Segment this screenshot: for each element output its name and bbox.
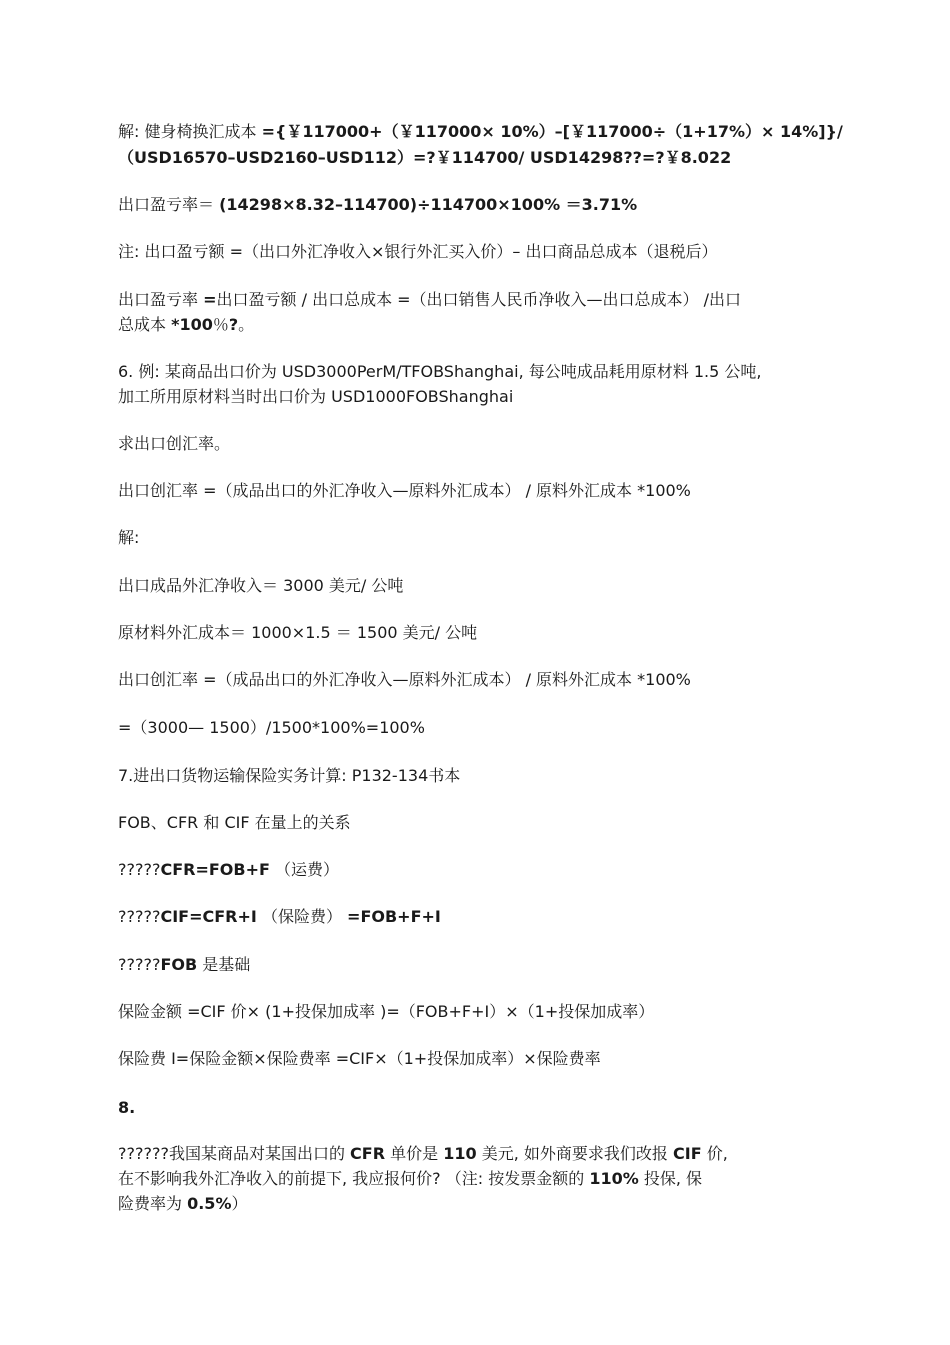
text-segment: 在不影响我外汇净收入的前提下, 我应报何价? （注: 按发票金额的 <box>118 1169 590 1188</box>
text-segment: 出口盈亏率 <box>118 290 204 309</box>
text-line <box>118 1047 838 1070</box>
text-line <box>118 1142 838 1165</box>
text-segment: 美元, 如外商要求我们改报 <box>476 1144 673 1163</box>
text-segment: 。 <box>238 315 255 334</box>
text-segment: 出口盈亏率＝ <box>118 195 220 214</box>
text-segment: 解: 健身椅换汇成本 <box>118 122 262 141</box>
bold-text-segment: 0.5% <box>187 1194 232 1213</box>
bold-text-segment: CIF=CFR+I <box>160 907 257 926</box>
text-line <box>118 905 838 928</box>
bold-text-segment: FOB <box>160 955 198 974</box>
text-segment: ????? <box>118 860 161 879</box>
text-line <box>118 193 838 216</box>
text-segment: 总成本 <box>118 315 172 334</box>
text-segment: 注: 出口盈亏额 =（出口外汇净收入×银行外汇买入价）– 出口商品总成本（退税后） <box>118 242 718 261</box>
text-line <box>118 146 838 169</box>
text-segment: 出口成品外汇净收入＝ 3000 美元/ 公吨 <box>118 576 404 595</box>
text-segment: ??????我国某商品对某国出口的 <box>118 1144 351 1163</box>
text-line <box>118 574 838 597</box>
bold-text-segment: 110 <box>443 1144 477 1163</box>
text-line <box>118 1167 838 1190</box>
bold-text-segment: 110% <box>589 1169 639 1188</box>
bold-text-segment: = <box>203 290 217 309</box>
text-line <box>118 288 838 311</box>
text-segment: =（3000— 1500）/1500*100%=100% <box>118 718 425 737</box>
text-line <box>118 360 838 383</box>
text-line <box>118 479 838 502</box>
text-segment: 是基础 <box>197 955 251 974</box>
text-segment: ％ <box>212 315 229 334</box>
bold-text-segment: CFR=FOB+F <box>160 860 270 879</box>
text-segment: 解: <box>118 528 140 547</box>
text-line <box>118 1096 838 1119</box>
text-segment: 6. 例: 某商品出口价为 USD3000PerM/TFOBShanghai, 每公吨成品耗用原材料 1.5 公吨, <box>118 362 762 381</box>
text-segment: 价, <box>701 1144 728 1163</box>
bold-text-segment: （USD16570–USD2160–USD112）=?￥114700/ USD14298??=?￥8.022 <box>118 148 732 167</box>
text-segment: 投保, 保 <box>638 1169 703 1188</box>
text-line <box>118 1192 838 1215</box>
bold-text-segment: 8. <box>118 1098 136 1117</box>
text-segment: 7.进出口货物运输保险实务计算: P132-134书本 <box>118 766 461 785</box>
text-segment: 原材料外汇成本＝ 1000×1.5 ＝ 1500 美元/ 公吨 <box>118 623 478 642</box>
text-segment: 单价是 <box>385 1144 444 1163</box>
text-segment: 保险金额 =CIF 价× (1+投保加成率 )=（FOB+F+I）×（1+投保加成率） <box>118 1002 655 1021</box>
text-segment: ????? <box>118 955 161 974</box>
text-line <box>118 385 838 408</box>
text-line <box>118 432 838 455</box>
text-segment: 加工所用原材料当时出口价为 USD1000FOBShanghai <box>118 387 514 406</box>
text-segment: 出口盈亏额 / 出口总成本 =（出口销售人民币净收入—出口总成本） /出口 <box>216 290 742 309</box>
bold-text-segment: *100 <box>171 315 213 334</box>
bold-text-segment: CIF <box>673 1144 702 1163</box>
text-line <box>118 858 838 881</box>
text-line <box>118 811 838 834</box>
bold-text-segment: CFR <box>350 1144 386 1163</box>
text-segment: （运费） <box>269 860 340 879</box>
text-line <box>118 668 838 691</box>
text-segment: 保险费 I=保险金额×保险费率 =CIF×（1+投保加成率）×保险费率 <box>118 1049 601 1068</box>
text-segment: ????? <box>118 907 161 926</box>
text-line <box>118 1000 838 1023</box>
text-line <box>118 120 843 143</box>
text-segment: 险费率为 <box>118 1194 188 1213</box>
bold-text-segment: (14298×8.32–114700)÷114700×100% ＝3.71% <box>219 195 638 214</box>
text-segment: ） <box>231 1194 248 1213</box>
text-segment: 出口创汇率 =（成品出口的外汇净收入—原料外汇成本） / 原料外汇成本 *100% <box>118 481 691 500</box>
text-segment: （保险费） <box>256 907 348 926</box>
text-segment: 出口创汇率 =（成品出口的外汇净收入—原料外汇成本） / 原料外汇成本 *100% <box>118 670 691 689</box>
text-line <box>118 526 838 549</box>
text-line <box>118 764 838 787</box>
bold-text-segment: ? <box>228 315 239 334</box>
text-line <box>118 621 838 644</box>
text-line <box>118 953 838 976</box>
text-segment: FOB、CFR 和 CIF 在量上的关系 <box>118 813 351 832</box>
text-line <box>118 240 838 263</box>
bold-text-segment: ={￥117000+（￥117000× 10%）–[￥117000÷（1+17%）× 14%]}/ <box>261 122 843 141</box>
bold-text-segment: =FOB+F+I <box>347 907 441 926</box>
text-segment: 求出口创汇率。 <box>118 434 231 453</box>
text-line <box>118 716 838 739</box>
text-line <box>118 313 838 336</box>
